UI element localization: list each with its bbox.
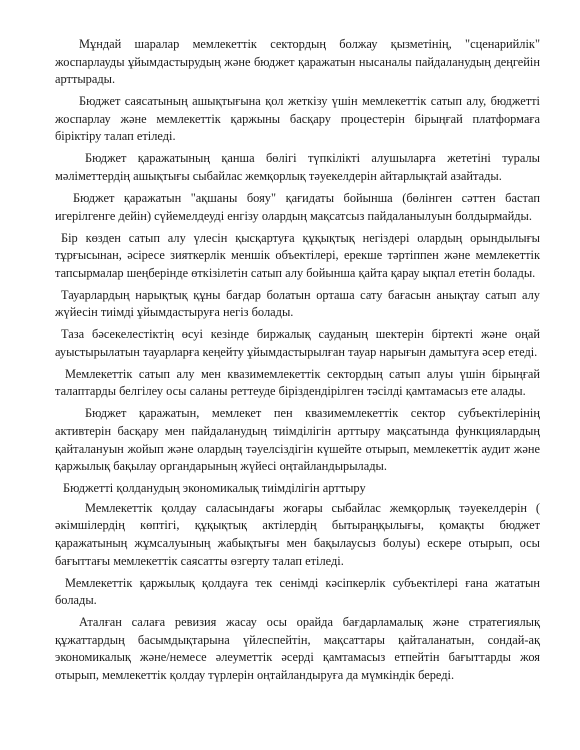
paragraph-market-value: Тауарлардың нарықтық құны бағдар болатын орташа сату бағасын анықтау сатып алу жүйесін тиімді ұйымдастыруға негіз болады. (55, 287, 540, 320)
paragraph-audit-optimization: Бюджет қаражатын, мемлекет пен квазимемлекеттік сектор субъектілерінің активтерін басқару мен пайдаланудың тиімділігін арттыру мақсатында функциялардың қайталануын жойып және олардың тәуелсіздігін күшейте отырып, мемлекеттік аудит және қаржылық бақылау органдарының жүйесі оңтайландырылады. (55, 406, 540, 474)
paragraph-single-source: Бір көзден сатып алу үлесін қысқартуға құқықтық негіздері олардың орындылығы тұрғысынан, әсіресе зияткерлік меншік объектілері, ерекше тәртіппен және мемлекеттік тапсырмалар шеңберінде өткізілетін сатып алу бойынша қайта қарау ықпал ететін болады. (55, 230, 540, 280)
document-body (55, 36, 540, 689)
section-heading: Бюджетті қолданудың экономикалық тиімділігін арттыру (63, 481, 366, 496)
paragraph-budget-transparency: Бюджет саясатының ашықтығына қол жеткізу үшін мемлекеттік сатып алу, бюджетті жоспарлау және мемлекеттік қаржыны басқару процестерін бірыңғай платформаға біріктіру талап етіледі. (55, 94, 540, 144)
paragraph-money-coloring: Бюджет қаражатын "ақшаны бояу" қағидаты бойынша (бөлінген сәттен бастап игерілгенге дейін) сүйемелдеуді енгізу олардың мақсатсыз пайдаланылуын болдырмайды. (55, 190, 540, 223)
paragraph-corruption-risks: Мемлекеттік қолдау саласындағы жоғары сыбайлас жемқорлық тәуекелдерін ( әкімшілердің көптігі, құқықтық актілердің бытыраңқылығы, қомақты бюджет қаражатының жұмсалуының жабықтығы мен бақылаусыз болуы) ескере отырып, осы бағыттағы мемлекеттік саясатты өзгерту талап етіледі. (55, 500, 540, 568)
paragraph-revision: Аталған салаға ревизия жасау осы орайда бағдарламалық және стратегиялық құжаттардың басымдықтарына үйлеспейтін, мақсаттары қайталанатын, сондай-ақ экономикалық және/немесе әлеуметтік әсерді қамтамасыз етпейтін бағыттарды жоя отырып, мемлекеттік қолдау түрлерін оңтайландыруға да мүмкіндік береді. (55, 615, 540, 682)
paragraph-unified-requirements: Мемлекеттік сатып алу мен квазимемлекеттік сектордың сатып алуы үшін бірыңғай талаптарды белгілеу осы саланы реттеуде біріздендірілген тәсілді қамтамасыз ете алады. (55, 366, 540, 399)
paragraph-exchange-trading: Таза бәсекелестіктің өсуі кезінде биржалық сауданың шектерін біртекті және оңай ауыстырылатын тауарларға кеңейту ұйымдастырылған тауар нарығын дамытуға әсер етеді. (55, 327, 540, 359)
paragraph-final-recipients: Бюджет қаражатының қанша бөлігі түпкілікті алушыларға жететіні туралы мәліметтердің ашықтығы сыбайлас жемқорлық тәуекелдерін айтарлықтай азайтады. (55, 151, 540, 183)
paragraph-forecasting: Мұндай шаралар мемлекеттік сектордың болжау қызметінің, "сценарийлік" жоспарлауды ұйымдастырудың және бюджет қаражатын нысаналы пайдаланудың деңгейін арттырады. (55, 37, 540, 87)
paragraph-reliable-entities: Мемлекеттік қаржылық қолдауға тек сенімді кәсіпкерлік субъектілері ғана жататын болады. (55, 575, 540, 608)
